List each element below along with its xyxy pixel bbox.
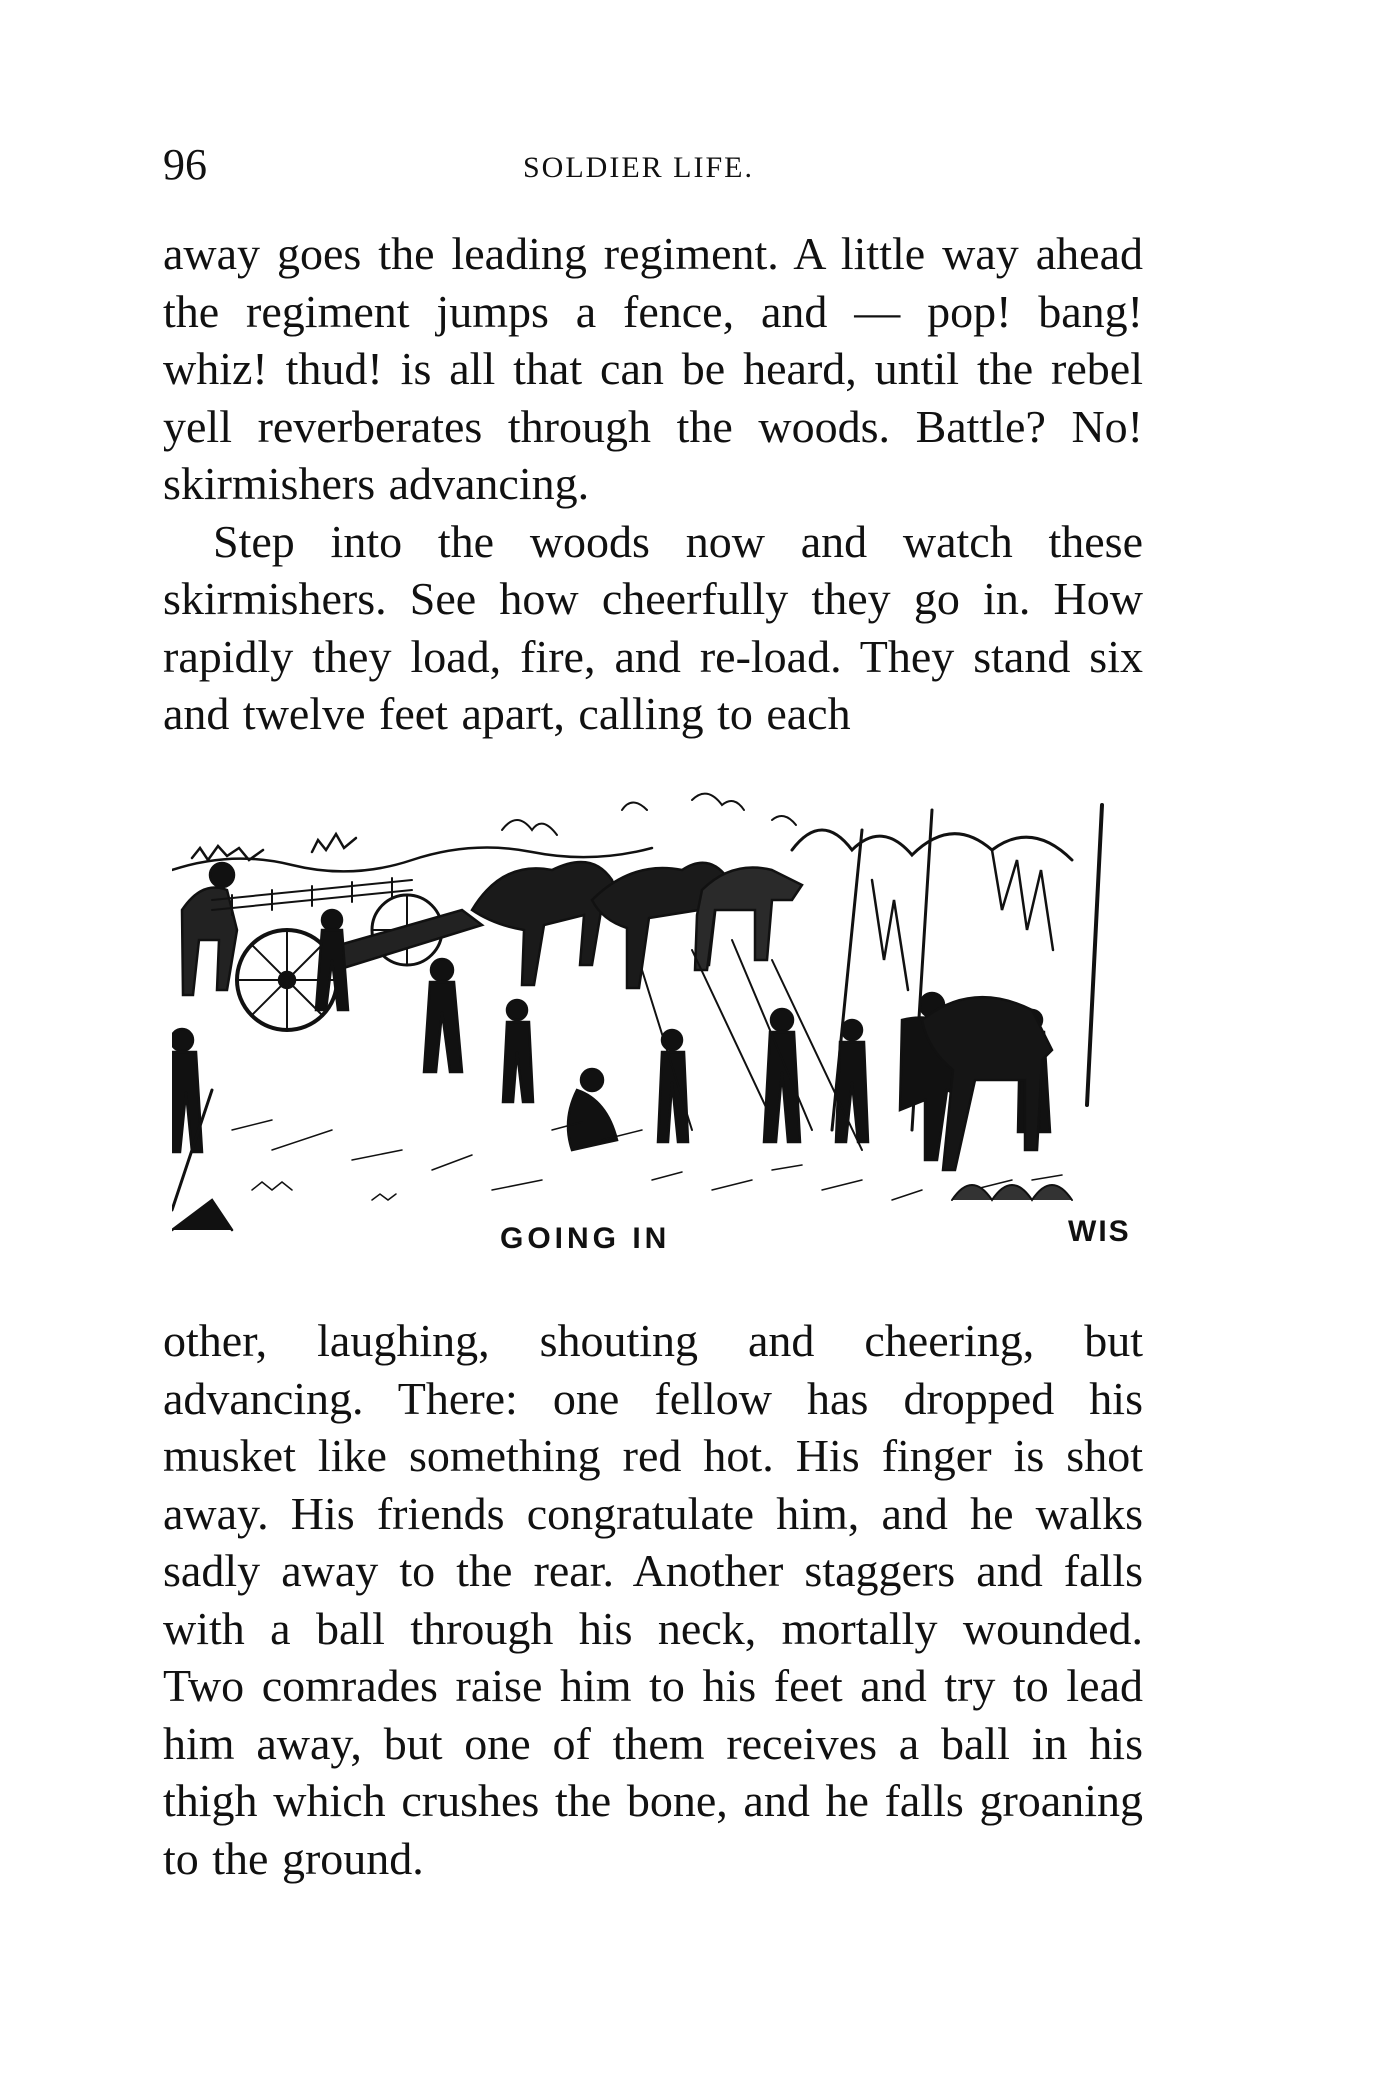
paragraph: other, laughing, shouting and cheering, but advancing. There: one fellow has dropped his musket like something red hot. His finger is shot away. His friends congratulate him, and he walks sadly away to the rear. Another staggers and falls with a ball through his neck, mortally wounded. Two comrades raise him to his feet and try to lead him away, but one of them receives a ball in his thigh which crushes the bone, and he falls groaning to the ground. [163,1315,1143,1884]
page-header [163,135,1143,195]
paragraph: Step into the woods now and watch these skirmishers. See how cheerfully they go in. How rapidly they load, fire, and re-load. They stand six and twelve feet apart, calling to each [163,515,1143,739]
paragraph: away goes the leading regiment. A little way ahead the regiment jumps a fence, and — pop! bang! whiz! thud! is all that can be heard, until the rebel yell reverberates through the woods. Battle? No! skirmishers advancing. [163,228,1143,509]
illustration-going-in [172,790,1140,1270]
illustrator-signature: WIS [1068,1215,1131,1248]
text-block-top [163,225,1143,743]
illustration-caption: GOING IN [500,1222,671,1255]
battle-engraving [172,790,1140,1270]
running-head: SOLDIER LIFE. [523,151,754,184]
page-number: 96 [163,140,207,189]
text-block-bottom [163,1312,1143,1887]
